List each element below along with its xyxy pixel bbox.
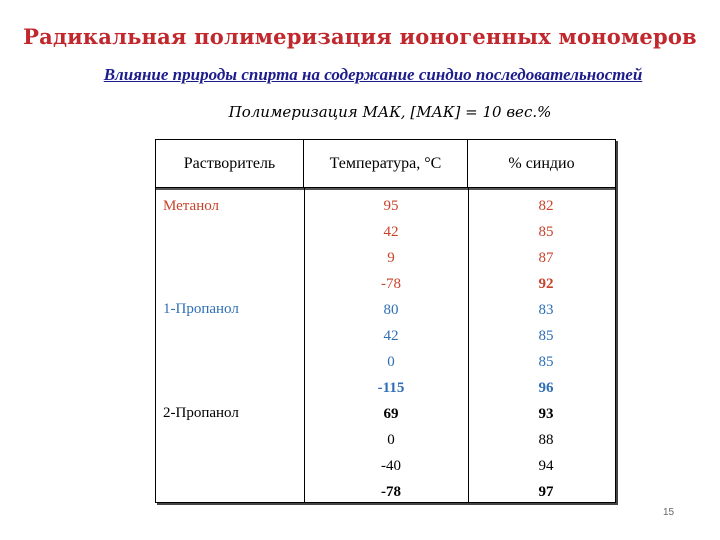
solvent-methanol: Метанол — [163, 198, 220, 214]
column-divider-1 — [304, 188, 305, 502]
syndio-cell: 85 — [538, 328, 554, 344]
syndio-cell: 87 — [538, 250, 554, 266]
slide-title: Радикальная полимеризация ионогенных мономеров — [23, 24, 697, 49]
temp-cell: 80 — [383, 302, 399, 318]
column-divider-2 — [468, 188, 469, 502]
data-table — [155, 139, 616, 503]
temp-cell: -115 — [377, 380, 405, 396]
syndio-cell: 96 — [538, 380, 554, 396]
syndio-cell: 85 — [538, 224, 554, 240]
page-number: 15 — [663, 507, 675, 518]
temp-cell: 42 — [383, 224, 399, 240]
header-syndio: % синдио — [468, 140, 615, 188]
syndio-cell: 93 — [538, 406, 554, 422]
syndio-cell: 97 — [538, 484, 554, 500]
temp-cell: -78 — [381, 484, 401, 500]
temp-cell: 69 — [383, 406, 399, 422]
header-divider — [156, 188, 615, 190]
slide-subtitle: Влияние природы спирта на содержание синдио последовательностей — [103, 65, 643, 84]
temp-cell: 0 — [387, 354, 395, 370]
temp-cell: -40 — [381, 458, 401, 474]
temp-cell: 9 — [387, 250, 395, 266]
temp-cell: 42 — [383, 328, 399, 344]
temp-cell: -78 — [381, 276, 401, 292]
syndio-cell: 94 — [538, 458, 554, 474]
solvent-2-propanol: 2-Пропанол — [163, 405, 239, 421]
syndio-cell: 85 — [538, 354, 554, 370]
header-solvent: Растворитель — [156, 140, 304, 188]
syndio-cell: 92 — [538, 276, 554, 292]
header-temperature: Температура, °С — [304, 140, 468, 188]
syndio-cell: 88 — [538, 432, 554, 448]
solvent-1-propanol: 1-Пропанол — [163, 301, 239, 317]
syndio-cell: 82 — [538, 198, 554, 214]
syndio-cell: 83 — [538, 302, 554, 318]
temp-cell: 95 — [383, 198, 399, 214]
table-caption: Полимеризация МАК, [МАК] = 10 вес.% — [228, 103, 552, 121]
temp-cell: 0 — [387, 432, 395, 448]
